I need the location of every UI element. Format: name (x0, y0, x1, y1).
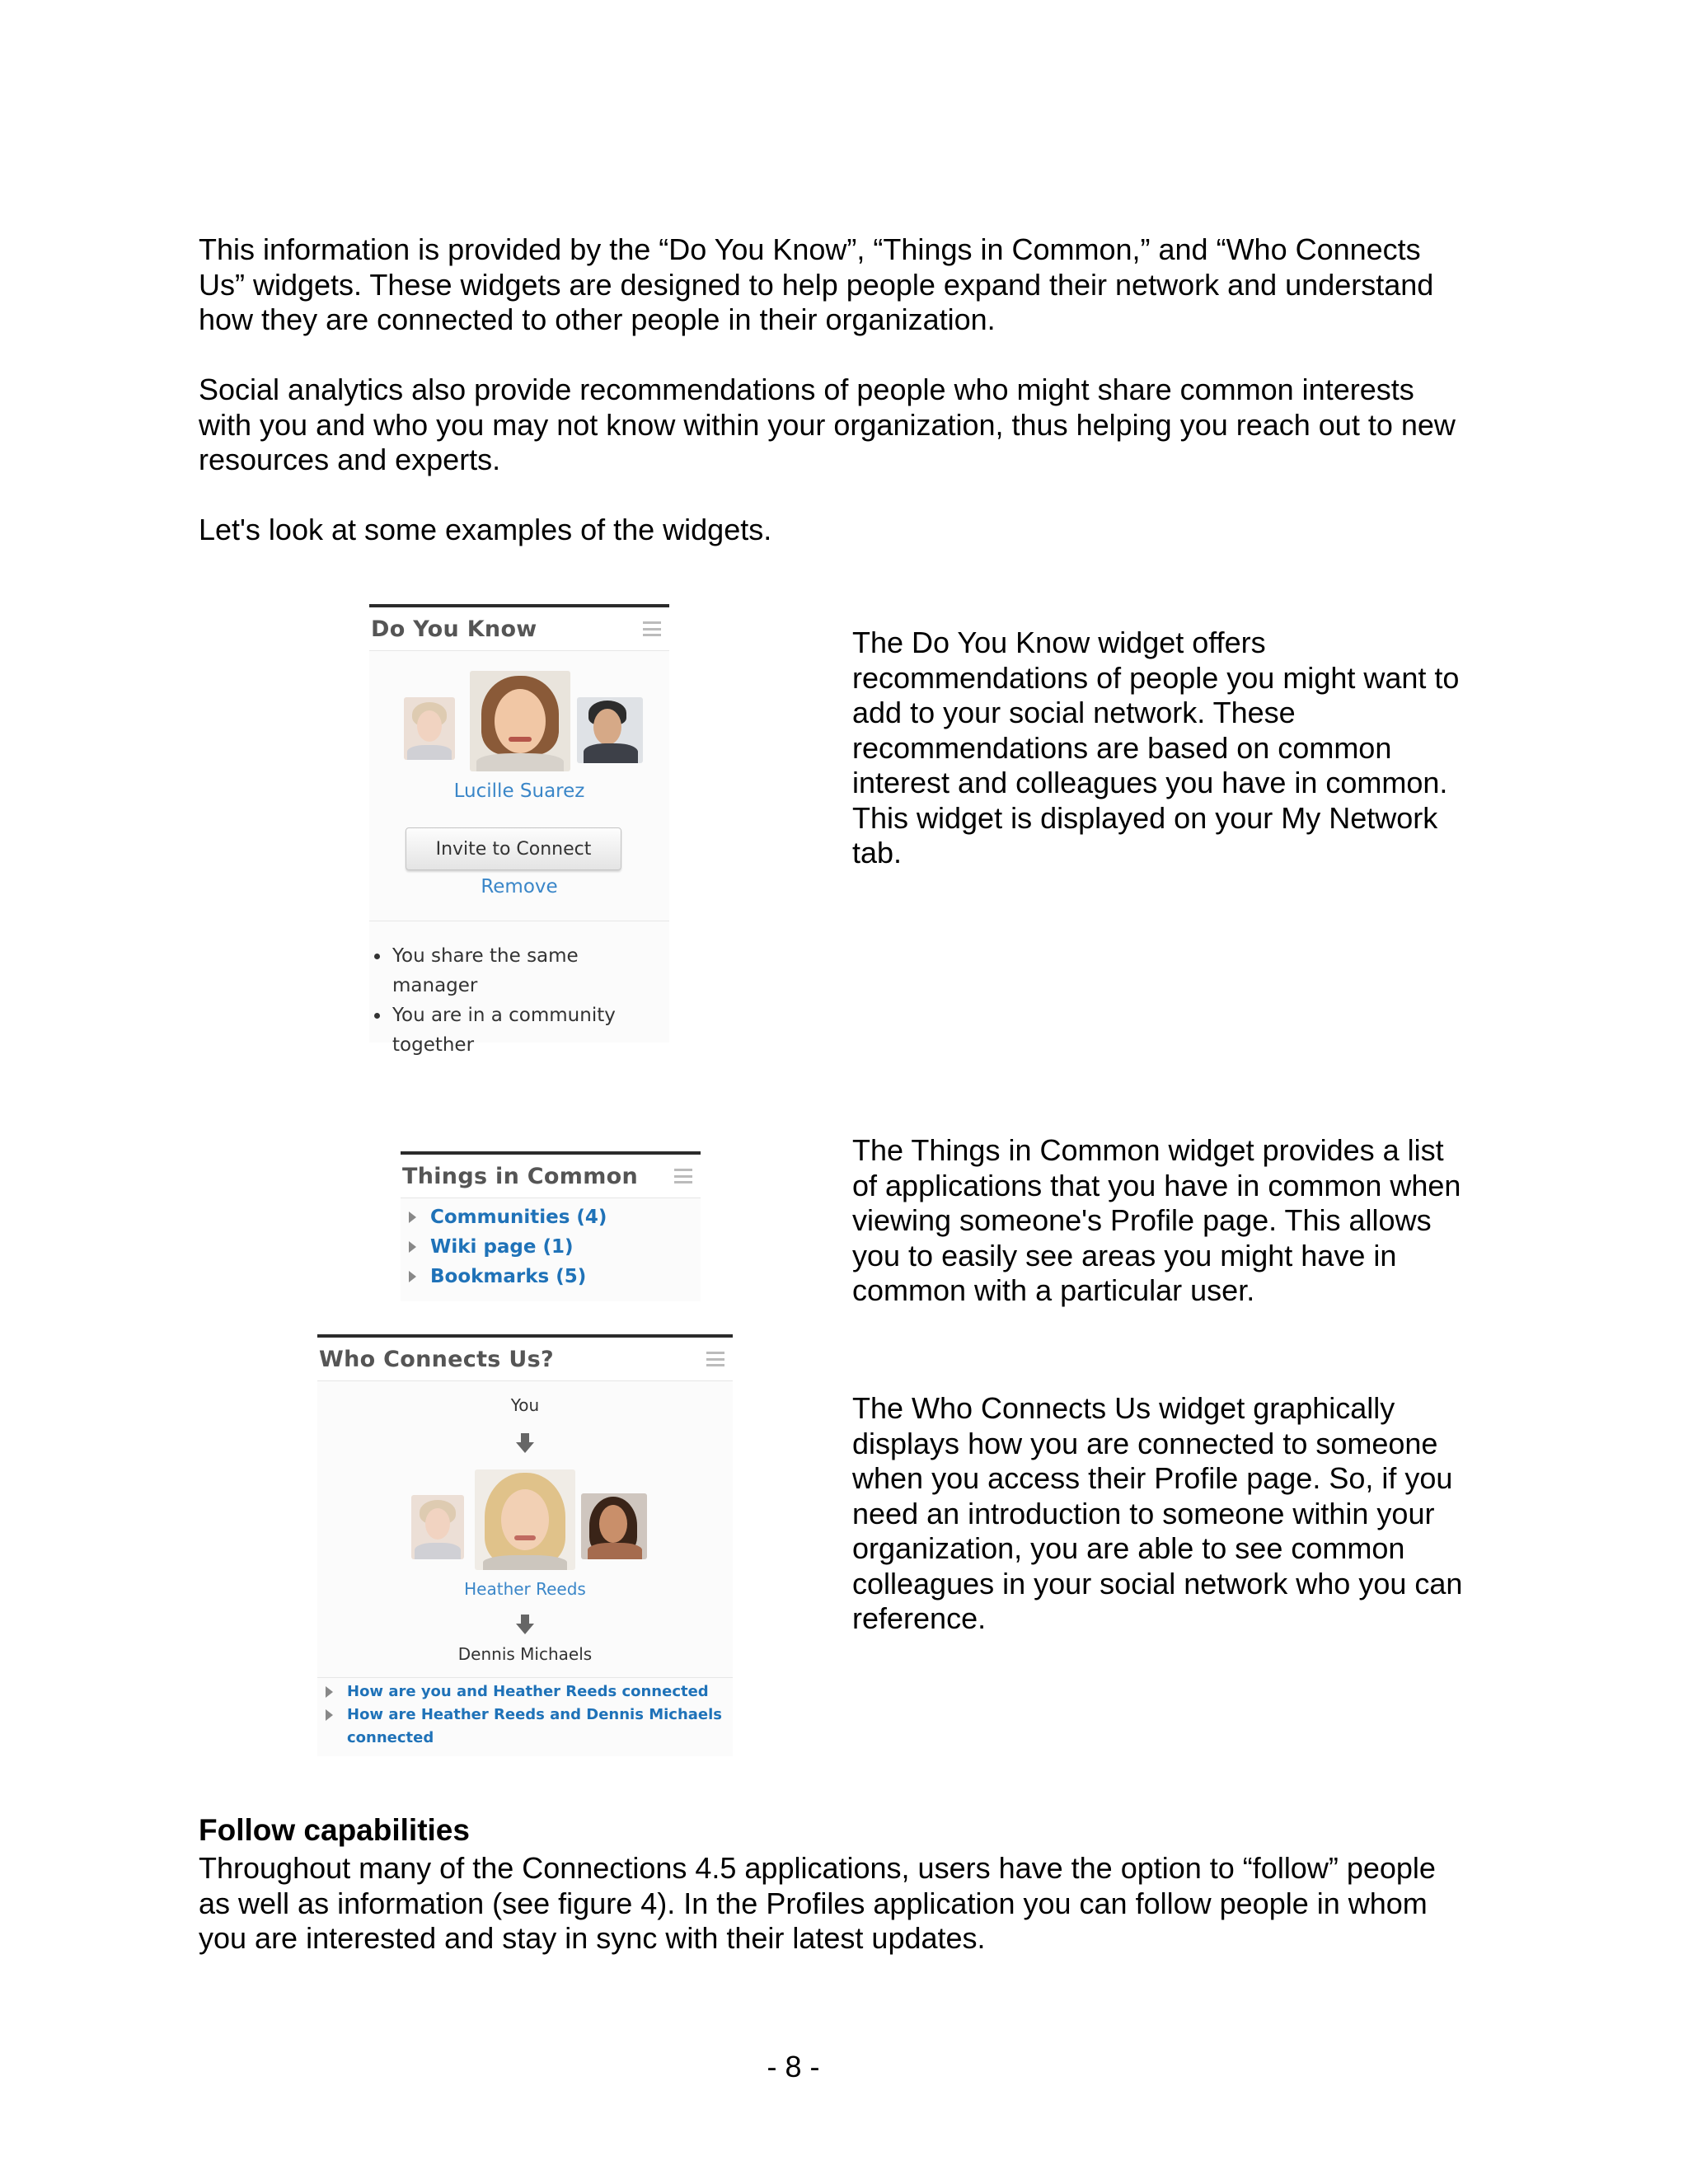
intro-paragraph-3: Let's look at some examples of the widgets. (199, 513, 772, 546)
who-connects-us-description: The Who Connects Us widget graphically displays how you are connected to someone when you access their Profile page. So, if you need an introduction to someone within your organization, you are able to see common colleagues in your social network who you can reference. (852, 1391, 1463, 1635)
menu-icon[interactable] (706, 1352, 724, 1366)
expand-arrow-icon (409, 1241, 416, 1253)
do-you-know-widget (369, 604, 669, 1056)
section-heading: Follow capabilities (199, 1813, 470, 1847)
down-arrow-icon (516, 1615, 534, 1634)
things-in-common-header (401, 1151, 701, 1198)
avatar-small-right[interactable] (581, 1493, 647, 1559)
do-you-know-description: The Do You Know widget offers recommendations of people you might want to add to your social network. These recommendations are based on common interest and colleagues you have in common. This widget is displayed on your My Network tab. (852, 626, 1460, 869)
do-you-know-header (369, 604, 669, 651)
avatar-small-left[interactable] (411, 1495, 464, 1559)
target-person-label: Dennis Michaels (457, 1644, 593, 1664)
list-item[interactable] (401, 1262, 701, 1291)
things-in-common-list (401, 1202, 701, 1291)
divider (317, 1677, 733, 1678)
follow-paragraph: Throughout many of the Connections 4.5 applications, users have the option to “follow” people as well as information (see figure 4). In the Profiles application you can follow people in whom you are interested and stay in sync with their latest updates. (199, 1851, 1436, 1955)
things-in-common-description: The Things in Common widget provides a list of applications that you have in common when viewing someone's Profile page. This allows you to easily see areas you might have in common with a particular user. (852, 1133, 1461, 1307)
menu-icon[interactable] (674, 1169, 692, 1183)
who-connects-us-header (317, 1334, 733, 1381)
reason-item: You share the same manager (369, 941, 669, 1001)
expand-arrow-icon (409, 1271, 416, 1282)
avatar-small-left[interactable] (404, 697, 455, 760)
middle-person-link[interactable]: Heather Reeds (464, 1579, 586, 1599)
you-label: You (510, 1395, 540, 1415)
list-item[interactable] (317, 1704, 733, 1750)
list-item[interactable] (317, 1680, 733, 1704)
person-name-link[interactable]: Lucille Suarez (453, 780, 585, 802)
list-item[interactable] (401, 1202, 701, 1232)
menu-icon[interactable] (643, 621, 661, 636)
intro-paragraph-2: Social analytics also provide recommendations of people who might share common interests with you and who you may not know within your organization, thus helping you reach out to new resources and experts. (199, 373, 1456, 476)
page-number: - 8 - (767, 2050, 820, 2083)
reasons-list (369, 941, 669, 1060)
avatar-lucille-suarez[interactable] (470, 671, 570, 771)
remove-link[interactable]: Remove (481, 876, 558, 898)
connection-link[interactable]: How are Heather Reeds and Dennis Michaels connected (347, 1706, 723, 1746)
things-in-common-title: Things in Common (402, 1163, 638, 1189)
item-link[interactable]: Wiki page (1) (430, 1236, 574, 1258)
who-connects-us-title: Who Connects Us? (319, 1346, 554, 1372)
avatar-heather-reeds[interactable] (475, 1469, 575, 1570)
things-in-common-widget (401, 1151, 701, 1301)
expand-arrow-icon (409, 1212, 416, 1223)
expand-arrow-icon (326, 1686, 333, 1698)
connection-links-list (317, 1680, 733, 1750)
list-item[interactable] (401, 1232, 701, 1262)
item-link[interactable]: Bookmarks (5) (430, 1266, 587, 1287)
who-connects-us-widget (317, 1334, 733, 1756)
item-link[interactable]: Communities (4) (430, 1207, 607, 1228)
avatar-small-right[interactable] (577, 697, 643, 763)
do-you-know-title: Do You Know (371, 616, 537, 642)
down-arrow-icon (516, 1433, 534, 1453)
reason-item: You are in a community together (369, 1001, 669, 1060)
invite-to-connect-button[interactable]: Invite to Connect (406, 827, 621, 870)
expand-arrow-icon (326, 1709, 333, 1721)
intro-paragraph-1: This information is provided by the “Do You Know”, “Things in Common,” and “Who Connects Us” widgets. These widgets are designed to help people expand their network and understand how they are connected to other people in their organization. (199, 232, 1434, 336)
connection-link[interactable]: How are you and Heather Reeds connected (347, 1683, 709, 1700)
